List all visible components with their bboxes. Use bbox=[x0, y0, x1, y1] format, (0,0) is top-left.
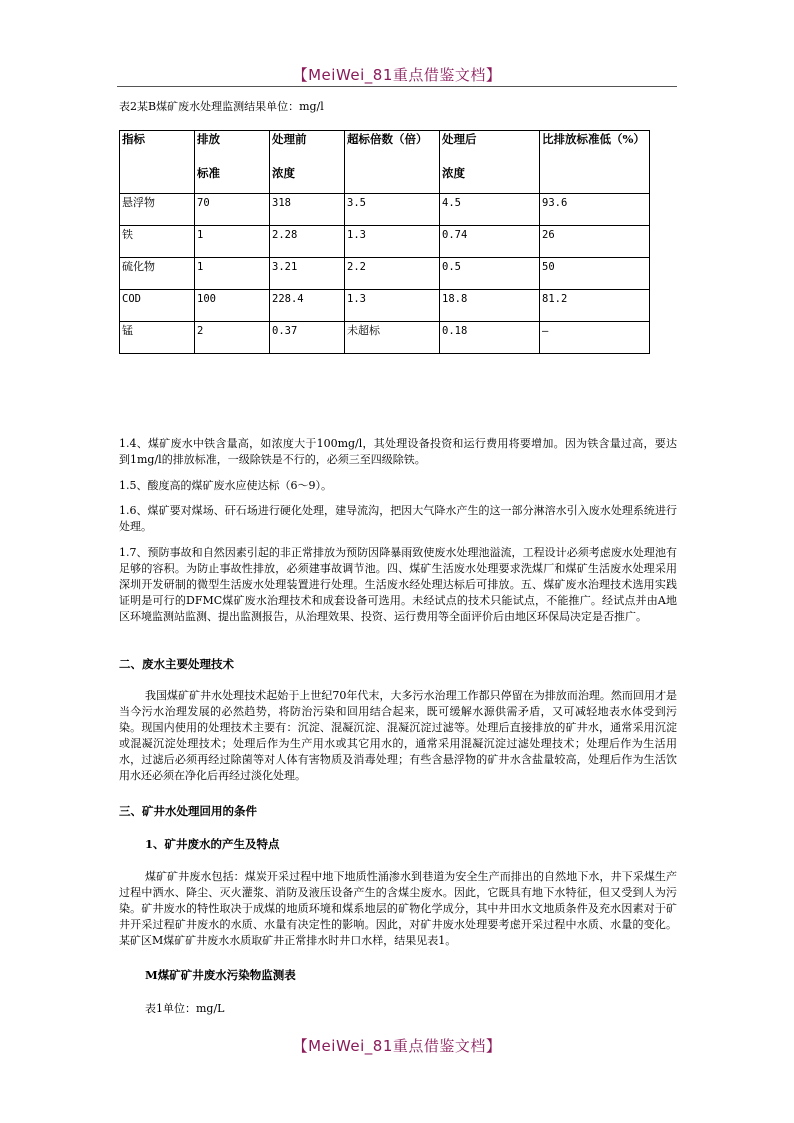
cell-exceed: 2.2 bbox=[345, 258, 440, 290]
table-row bbox=[120, 258, 650, 290]
cell-indicator: 悬浮物 bbox=[120, 194, 195, 226]
col-header-discharge-standard: 排放 标准 bbox=[195, 131, 270, 194]
table2-caption: 表2某B煤矿废水处理监测结果单位：mg/l bbox=[119, 100, 324, 113]
cell-before: 3.21 bbox=[270, 258, 345, 290]
cell-exceed: 未超标 bbox=[345, 322, 440, 354]
cell-standard: 1 bbox=[195, 226, 270, 258]
paragraph-section-3-1: 煤矿矿井废水包括：煤炭开采过程中地下地质性涌渗水到巷道为安全生产而排出的自然地下水，井下采煤生产过程中洒水、降尘、灭火灌浆、消防及液压设备产生的含煤尘废水。因此，它既具有地下水特征，但又受到人为污染。矿井废水的特性取决于成煤的地质环境和煤系地层的矿物化学成分，其中井田水文地质条件及充水因素对于矿井开采过程矿井废水的水质、水量有决定性的影响。因此，对矿井废水处理要考虑开采过程中水质、水量的变化。某矿区M煤矿矿井废水水质取矿井正常排水时井口水样，结果见表1。 bbox=[119, 870, 677, 947]
paragraph-1-5: 1.5、酸度高的煤矿废水应使达标（6～9）。 bbox=[119, 479, 332, 492]
paragraph-1-7: 1.7、预防事故和自然因素引起的非正常排放为预防因降暴雨致使废水处理池溢流，工程设计必须考虑废水处理池有足够的容积。为防止事故性排放，必须建事故调节池。四、煤矿生活废水处理要求洗煤厂和煤矿生活废水处理采用深圳开发研制的微型生活废水处理装置进行处理。生活废水经处理达标后可排放。五、煤矿废水治理技术选用实践证明是可行的DFMC煤矿废水治理技术和成套设备可选用。未经试点的技术只能试点，不能推广。经试点并由A地区环境监测站监测、提出监测报告，从治理效果、投资、运行费用等全面评价后由地区环保局决定是否推广。 bbox=[119, 546, 677, 623]
section-heading-2: 二、废水主要处理技术 bbox=[119, 657, 234, 671]
cell-standard: 70 bbox=[195, 194, 270, 226]
cell-after: 4.5 bbox=[440, 194, 540, 226]
monitoring-results-table bbox=[119, 130, 650, 354]
cell-before: 228.4 bbox=[270, 290, 345, 322]
header-watermark: 【MeiWei_81重点借鉴文档】 bbox=[292, 66, 502, 84]
col-header-below-standard-percent: 比排放标准低（%） bbox=[540, 131, 650, 194]
cell-standard: 100 bbox=[195, 290, 270, 322]
cell-below-percent: 26 bbox=[540, 226, 650, 258]
cell-after: 0.5 bbox=[440, 258, 540, 290]
col-header-before-treatment: 处理前 浓度 bbox=[270, 131, 345, 194]
footer-watermark: 【MeiWei_81重点借鉴文档】 bbox=[292, 1037, 502, 1055]
cell-indicator: 锰 bbox=[120, 322, 195, 354]
subsection-heading-3-1: 1、矿井废水的产生及特点 bbox=[145, 837, 280, 851]
cell-exceed: 3.5 bbox=[345, 194, 440, 226]
col-header-after-treatment: 处理后 浓度 bbox=[440, 131, 540, 194]
cell-below-percent: 93.6 bbox=[540, 194, 650, 226]
col-header-exceed-multiple: 超标倍数（倍） bbox=[345, 131, 440, 194]
table-row bbox=[120, 194, 650, 226]
cell-standard: 1 bbox=[195, 258, 270, 290]
cell-indicator: 硫化物 bbox=[120, 258, 195, 290]
paragraph-1-4: 1.4、煤矿废水中铁含量高，如浓度大于100mg/l，其处理设备投资和运行费用将要增加。因为铁含量过高，要达到1mg/l的排放标准，一级除铁是不行的，必须三至四级除铁。 bbox=[119, 437, 677, 466]
cell-after: 0.74 bbox=[440, 226, 540, 258]
section-heading-3: 三、矿井水处理回用的条件 bbox=[119, 804, 257, 818]
cell-after: 18.8 bbox=[440, 290, 540, 322]
table1-title: M煤矿矿井废水污染物监测表 bbox=[145, 968, 296, 982]
col-header-indicator: 指标 bbox=[120, 131, 195, 194]
cell-after: 0.18 bbox=[440, 322, 540, 354]
paragraph-section-2: 我国煤矿矿井水处理技术起始于上世纪70年代末，大多污水治理工作都只停留在为排放而治理。然而回用才是当今污水治理发展的必然趋势，将防治污染和回用结合起来，既可缓解水源供需矛盾，又可减轻地表水体受到污染。现国内使用的处理技术主要有：沉淀、混凝沉淀、混凝沉淀过滤等。处理后直接排放的矿井水，通常采用沉淀或混凝沉淀处理技术；处理后作为生产用水或其它用水的，通常采用混凝沉淀过滤处理技术；处理后作为生活用水，过滤后必须再经过除菌等对人体有害物质及消毒处理；有些含悬浮物的矿井水含盐量较高，处理后作为生活饮用水还必须在净化后再经过淡化处理。 bbox=[119, 689, 677, 782]
cell-standard: 2 bbox=[195, 322, 270, 354]
cell-before: 2.28 bbox=[270, 226, 345, 258]
cell-below-percent: 50 bbox=[540, 258, 650, 290]
cell-exceed: 1.3 bbox=[345, 226, 440, 258]
table-row bbox=[120, 226, 650, 258]
table1-caption: 表1单位：mg/L bbox=[145, 1002, 225, 1015]
paragraph-1-6: 1.6、煤矿要对煤场、矸石场进行硬化处理，建导流沟，把因大气降水产生的这一部分淋溶水引入废水处理系统进行处理。 bbox=[119, 504, 677, 533]
cell-exceed: 1.3 bbox=[345, 290, 440, 322]
cell-below-percent: — bbox=[540, 322, 650, 354]
cell-indicator: COD bbox=[120, 290, 195, 322]
cell-indicator: 铁 bbox=[120, 226, 195, 258]
header-rule bbox=[117, 86, 677, 87]
cell-before: 318 bbox=[270, 194, 345, 226]
cell-below-percent: 81.2 bbox=[540, 290, 650, 322]
table-row bbox=[120, 290, 650, 322]
table-header-row bbox=[120, 131, 650, 194]
cell-before: 0.37 bbox=[270, 322, 345, 354]
table-row bbox=[120, 322, 650, 354]
